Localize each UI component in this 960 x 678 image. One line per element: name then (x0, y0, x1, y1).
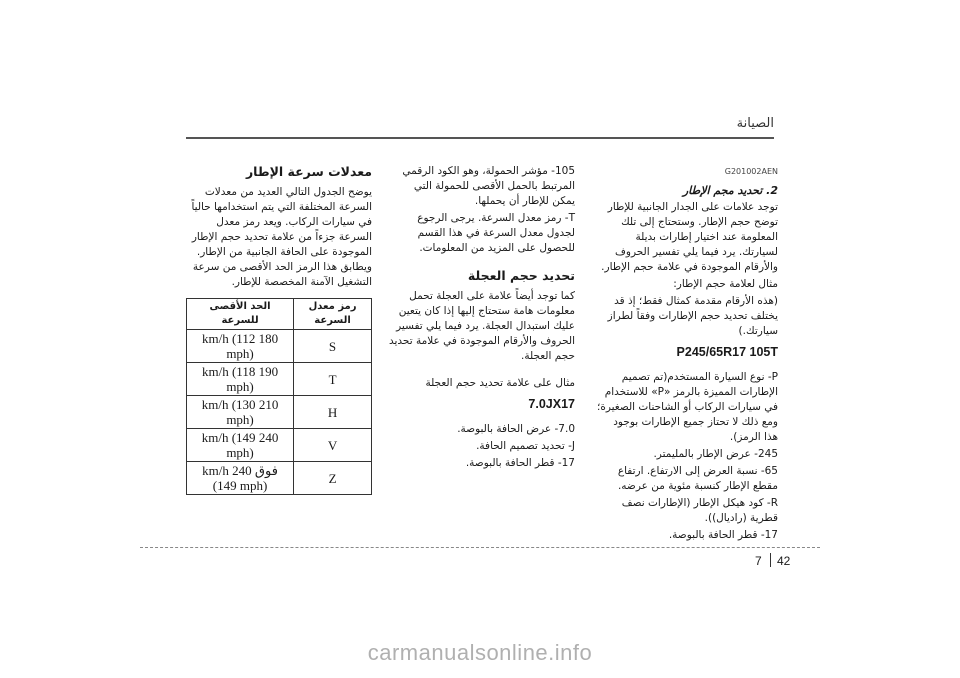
header-divider (186, 137, 774, 139)
table-row (187, 330, 372, 363)
table-row (187, 462, 372, 495)
page-number-separator (770, 553, 771, 567)
load-index-paragraph: 105- مؤشر الحمولة، وهو الكود الرقمي المرتبط بالحمل الأقصى للحمولة التي يمكن للإطار أن يحملها. (402, 165, 575, 207)
tire-code-rim: 17- قطر الحافة بالبوصة. (668, 529, 778, 541)
table-cell-max: 240 km/h (149 mph) (187, 429, 294, 462)
table-cell-max: 190 km/h (118 mph) (187, 363, 294, 396)
speed-rating-paragraph: يوضح الجدول التالي العديد من معدلات السرعة المختلفة التي يتم استخدامها حالياً في سيارات الركاب. ويعد رمز معدل السرعة جزءاً من علامة تحديد حجم الإطار الموجودة على الحافة الجانبية من الإطار. ويطابق هذا الرمز الحد الأقصى من سرعة التشغيل الآمنة المخصصة للإطار. (191, 186, 372, 288)
speed-rating-section (186, 164, 372, 495)
watermark: carmanualsonline.info (367, 640, 593, 665)
table-row (187, 363, 372, 396)
table-cell-symbol: H (294, 396, 372, 429)
wheel-size-section (389, 164, 575, 473)
table-header-row (187, 299, 372, 330)
wheel-size-paragraph: كما توجد أيضاً علامة على العجلة تحمل معلومات هامة ستحتاج إليها إذا كان يتعين عليك استبدال العجلة. يرد فيما يلي تفسير الحروف والأرقام الموجودة في علامة تحديد حجم العجلة. (388, 290, 575, 362)
wheel-rim-diameter: 17- قطر الحافة بالبوصة. (465, 457, 575, 469)
wheel-size-code: 7.0JX17 (528, 397, 575, 411)
table-row (187, 396, 372, 429)
table-header-max: الحد الأقصى للسرعة (187, 299, 294, 330)
footer-divider (140, 547, 820, 548)
wheel-rim-width: 7.0- عرض الحافة بالبوصة. (457, 423, 575, 435)
wheel-rim-design: J- تحديد تصميم الحافة. (476, 440, 575, 452)
speed-symbol-paragraph: T- رمز معدل السرعة. يرجى الرجوع لجدول معدل السرعة في هذا القسم للحصول على المزيد من المعلومات. (417, 212, 575, 254)
page-number: 42 (777, 554, 791, 568)
table-cell-max: 210 km/h (130 mph) (187, 396, 294, 429)
speed-rating-heading: معدلات سرعة الإطار (245, 164, 372, 179)
section-code: G201002AEN (724, 167, 778, 176)
table-cell-symbol: Z (294, 462, 372, 495)
tire-size-paragraph: توجد علامات على الجدار الجانبية للإطار توضح حجم الإطار. وستحتاج إلى تلك المعلومة عند اختيار إطارات بديلة لسيارتك. يرد فيما يلي تفسير الحروف والأرقام الموجودة في علامة حجم الإطار. (601, 201, 778, 273)
wheel-example-label: مثال على علامة تحديد حجم العجلة (425, 377, 575, 389)
table-cell-symbol: S (294, 330, 372, 363)
tire-code-aspect: 65- نسبة العرض إلى الارتفاع. ارتفاع مقطع الإطار كنسبة مئوية من عرضه. (617, 465, 778, 492)
table-cell-max: 180 km/h (112 mph) (187, 330, 294, 363)
tire-example-note: (هذه الأرقام مقدمة كمثال فقط؛ إذ قد يختلف تحديد حجم الإطارات وفقاً لطراز سيارتك.) (607, 295, 778, 337)
table-header-symbol: رمز معدل السرعة (294, 299, 372, 330)
table-cell-max: فوق 240 km/h (149 mph) (187, 462, 294, 495)
tire-code-p: P- نوع السيارة المستخدم(تم تصميم الإطارات المميزة بالرمز «P» للاستخدام في سيارات الركاب أو الشاحنات الصغيرة؛ ومع ذلك لا تحتاز جميع الإطارات بوجود هذا الرمز). (597, 371, 778, 443)
page-chapter: 7 (755, 554, 762, 568)
tire-code-r: R- كود هيكل الإطار (الإطارات نصف قطرية (راديال)). (621, 497, 778, 524)
tire-code-width: 245- عرض الإطار بالمليمتر. (653, 448, 778, 460)
table-cell-symbol: T (294, 363, 372, 396)
table-cell-symbol: V (294, 429, 372, 462)
tire-size-code: P245/65R17 105T (676, 345, 778, 359)
wheel-size-heading: تحديد حجم العجلة (467, 268, 575, 283)
section-title: الصيانة (736, 116, 774, 131)
table-row (187, 429, 372, 462)
tire-example-label: مثال لعلامة حجم الإطار: (673, 278, 778, 290)
tire-size-section (596, 164, 778, 545)
speed-rating-table (186, 298, 372, 495)
tire-size-heading: 2. تحديد مجم الإطار (682, 184, 778, 197)
